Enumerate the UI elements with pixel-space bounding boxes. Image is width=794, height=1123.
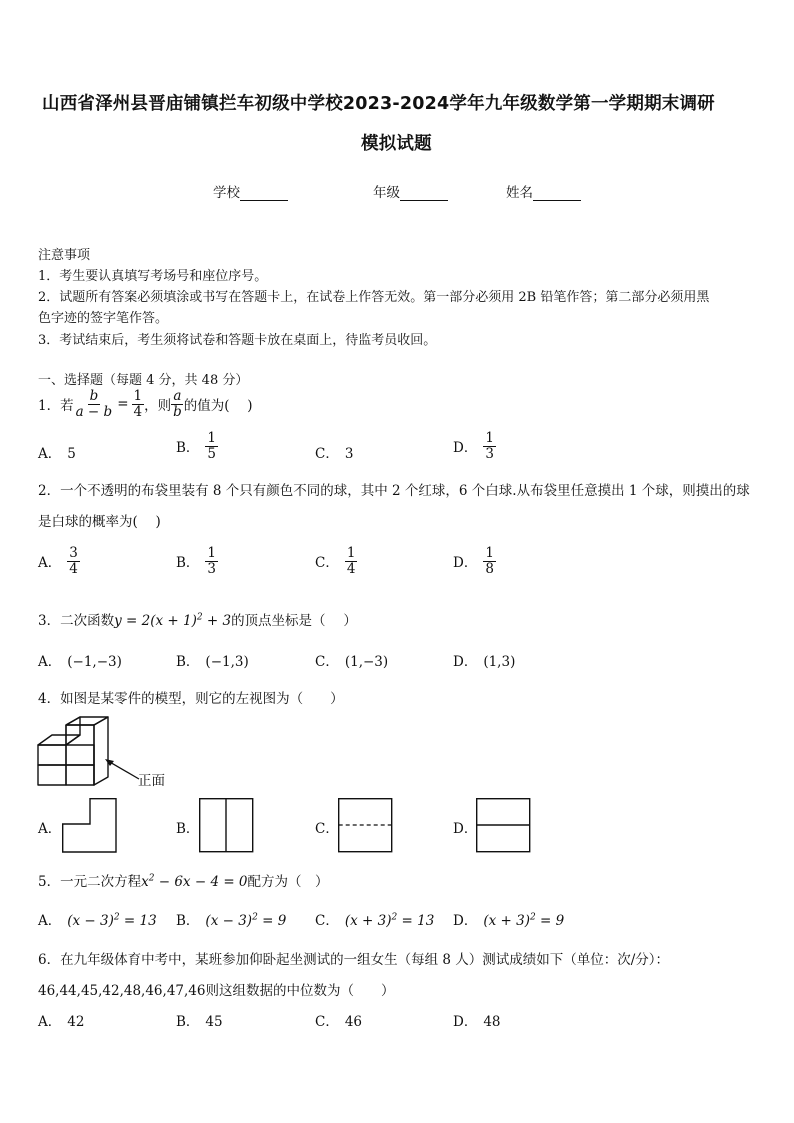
option-label: B． [176, 1014, 200, 1030]
question-6-line2: 46,44,45,42,48,46,47,46则这组数据的中位数为（ ） [38, 983, 395, 999]
q2-option-a[interactable] [38, 546, 80, 577]
option-fraction [205, 431, 218, 462]
question-5-stem [38, 870, 329, 890]
option-exponent: 2 [391, 912, 398, 923]
q1-frac3-denominator: b [173, 403, 182, 420]
option-label: B． [176, 440, 200, 457]
q3-option-c[interactable] [315, 650, 388, 670]
q6-option-a[interactable] [38, 1010, 84, 1030]
option-label: D． [453, 821, 478, 837]
q5-equation [141, 874, 247, 890]
q2-option-b[interactable] [176, 546, 218, 577]
option-value: 3 [344, 446, 354, 462]
q3-suffix: 的顶点坐标是（ ） [231, 613, 357, 629]
option-value: 46 [344, 1014, 363, 1030]
section-heading: 一、选择题（每题 4 分，共 48 分） [38, 373, 249, 388]
option-base: (x + 3) [483, 913, 530, 929]
option-label: A． [38, 1014, 62, 1030]
q6-option-c[interactable] [315, 1010, 362, 1030]
q6-option-d[interactable] [453, 1010, 501, 1030]
option-base: (x − 3) [67, 913, 114, 929]
q5-option-d[interactable] [453, 909, 564, 929]
option-numerator: 1 [485, 545, 494, 561]
q3-option-b[interactable] [176, 650, 249, 670]
option-label: D． [453, 1014, 478, 1030]
option-fraction [483, 431, 496, 462]
q1-option-d[interactable] [453, 431, 496, 462]
option-exponent: 2 [113, 912, 120, 923]
q4-option-b-view [199, 798, 255, 854]
q1-option-a[interactable] [38, 442, 76, 462]
grade-blank [400, 186, 448, 201]
option-rhs: = 9 [535, 913, 565, 929]
option-rhs: = 9 [257, 913, 287, 929]
exam-title-line2: 模拟试题 [361, 134, 432, 154]
school-field [213, 181, 288, 201]
option-label: C． [315, 1014, 339, 1030]
option-label: B． [176, 913, 200, 929]
option-fraction [67, 546, 80, 577]
option-label: C． [315, 446, 339, 462]
q5-option-c[interactable] [315, 909, 434, 929]
option-denominator: 4 [346, 560, 356, 577]
option-fraction [205, 546, 218, 577]
option-label: A． [38, 446, 62, 462]
question-3-stem [38, 609, 357, 629]
q1-option-b[interactable] [176, 431, 218, 462]
option-label: A． [38, 821, 62, 837]
school-blank [240, 186, 288, 201]
grade-label: 年级 [373, 185, 400, 201]
option-label: C． [315, 654, 339, 670]
option-label: D． [453, 440, 478, 457]
q3-formula-base: y = 2(x + 1) [114, 613, 197, 629]
q3-exponent: 2 [196, 612, 203, 623]
exam-title-line1: 山西省泽州县晋庙铺镇拦车初级中学校2023-2024学年九年级数学第一学期期末调研 [42, 94, 715, 114]
question-6-line1: 6．在九年级体育中考中，某班参加仰卧起坐测试的一组女生（每组 8 人）测试成绩如下（单位：次/分）： [38, 952, 670, 968]
front-face-label: 正面 [138, 773, 165, 789]
notice-item: 3．考试结束后，考生须将试卷和答题卡放在桌面上，待监考员收回。 [38, 333, 437, 348]
option-label: C． [315, 555, 339, 572]
school-label: 学校 [213, 185, 240, 201]
option-rhs: = 13 [119, 913, 157, 929]
notice-heading: 注意事项 [38, 248, 91, 263]
option-label: B． [176, 555, 200, 572]
q1-prefix: 1．若 [38, 398, 74, 415]
q3-option-d[interactable] [453, 650, 515, 670]
q4-option-a-view [62, 798, 118, 854]
option-numerator: 1 [346, 545, 356, 561]
option-denominator: 3 [207, 560, 217, 577]
name-label: 姓名 [506, 185, 533, 201]
q5-prefix: 5．一元二次方程 [38, 874, 142, 890]
name-field [506, 181, 581, 201]
notice-item: 2．试题所有答案必须填涂或书写在答题卡上，在试卷上作答无效。第一部分必须用 2B 铅笔作答；第二部分必须用黑 [38, 290, 710, 305]
option-label: D． [453, 654, 478, 670]
option-value: (1,−3) [344, 654, 389, 670]
q1-fraction-one-quarter [132, 389, 145, 420]
q1-frac3-numerator: a [173, 388, 182, 404]
option-fraction [483, 546, 496, 577]
q2-option-d[interactable] [453, 546, 496, 577]
option-numerator: 1 [207, 430, 217, 446]
option-value: 42 [67, 1014, 85, 1030]
q1-fraction-b-over-a-minus-b [74, 389, 115, 420]
option-exponent: 2 [529, 912, 536, 923]
option-label: B． [176, 821, 200, 837]
notice-item: 1．考生要认真填写考场号和座位序号。 [38, 269, 268, 284]
q5-equation-base: x [141, 874, 149, 890]
option-rhs: = 13 [397, 913, 435, 929]
option-denominator: 5 [207, 445, 217, 462]
q6-option-b[interactable] [176, 1010, 223, 1030]
q3-prefix: 3．二次函数 [38, 613, 115, 629]
option-base: (x − 3) [205, 913, 253, 929]
q5-suffix: 配方为（ ） [247, 874, 329, 890]
option-value: 5 [67, 446, 76, 462]
q1-fraction-a-over-b [171, 389, 184, 420]
option-label: D． [453, 913, 478, 929]
option-denominator: 4 [69, 560, 78, 577]
option-numerator: 3 [69, 545, 78, 561]
q4-option-c-view [338, 798, 394, 854]
option-label: A． [38, 555, 62, 572]
q1-middle-text: ，则 [144, 398, 172, 415]
question-2-line1: 2．一个不透明的布袋里装有 8 个只有颜色不同的球，其中 2 个红球，6 个白球.从布袋里任意摸出 1 个球，则摸出的球 [38, 483, 750, 499]
option-label: A． [38, 654, 62, 670]
option-numerator: 1 [485, 430, 494, 446]
question-1-stem [38, 389, 253, 420]
option-label: B． [176, 654, 200, 670]
q4-option-d-view [476, 798, 532, 854]
option-base: (x + 3) [344, 913, 392, 929]
front-arrow-icon [103, 757, 143, 782]
option-numerator: 1 [207, 545, 217, 561]
option-value: 48 [483, 1014, 501, 1030]
option-value: (−1,−3) [67, 654, 122, 670]
option-fraction [345, 546, 358, 577]
option-denominator: 8 [485, 560, 494, 577]
q1-equals: = [117, 396, 129, 413]
q2-option-c[interactable] [315, 546, 357, 577]
option-value: (−1,3) [205, 654, 249, 670]
q1-suffix: 的值为( ) [183, 398, 253, 415]
option-label: C． [315, 913, 339, 929]
option-value: (1,3) [483, 654, 516, 670]
option-label: A． [38, 913, 62, 929]
q5-option-b[interactable] [176, 909, 286, 929]
option-exponent: 2 [252, 912, 258, 923]
q3-formula [114, 613, 231, 629]
q1-frac2-numerator: 1 [133, 388, 143, 404]
name-blank [533, 186, 581, 201]
option-denominator: 3 [485, 445, 494, 462]
option-label: C． [315, 821, 339, 837]
q3-option-a[interactable] [38, 650, 122, 670]
option-label: D． [453, 555, 478, 572]
option-value: 45 [205, 1014, 223, 1030]
question-2-line2: 是白球的概率为( ) [38, 514, 161, 530]
q1-frac2-denominator: 4 [133, 403, 143, 420]
q5-option-a[interactable] [38, 909, 157, 929]
q5-equation-rest: − 6x − 4 = 0 [154, 874, 248, 890]
q1-option-c[interactable] [315, 442, 353, 462]
question-4-stem: 4．如图是某零件的模型，则它的左视图为（ ） [38, 691, 344, 707]
q1-frac1-denominator: a − b [75, 403, 113, 420]
q3-formula-rest: + 3 [202, 613, 232, 629]
grade-field [373, 181, 448, 201]
q1-frac1-numerator: b [89, 388, 99, 404]
q5-exponent: 2 [148, 873, 155, 884]
notice-item: 色字迹的签字笔作答。 [38, 311, 169, 326]
